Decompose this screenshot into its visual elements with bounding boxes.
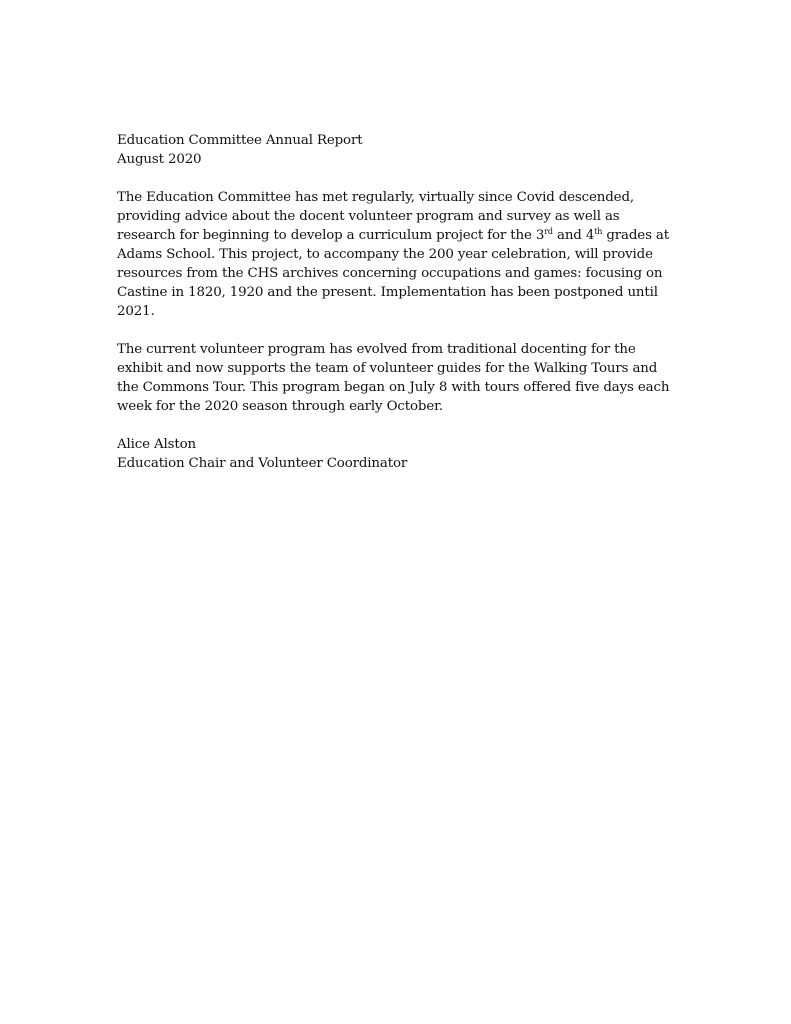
- paragraph-text: and 4: [552, 228, 595, 243]
- paragraph-line: providing advice about the docent volunteer program and survey as well as: [117, 209, 620, 224]
- ordinal-suffix: rd: [544, 227, 553, 236]
- signature-role: Education Chair and Volunteer Coordinator: [117, 456, 408, 471]
- paragraph-line: week for the 2020 season through early October.: [117, 399, 443, 414]
- paragraph-line: Castine in 1820, 1920 and the present. Implementation has been postponed until: [117, 285, 658, 300]
- paragraph-line: exhibit and now supports the team of volunteer guides for the Walking Tours and: [117, 361, 658, 376]
- report-title: Education Committee Annual Report: [117, 133, 363, 148]
- paragraph-line: resources from the CHS archives concerning occupations and games: focusing on: [117, 266, 663, 281]
- paragraph-line: Adams School. This project, to accompany the 200 year celebration, will provide: [117, 247, 653, 262]
- report-date: August 2020: [117, 152, 202, 167]
- paragraph-line: The Education Committee has met regularly, virtually since Covid descended,: [117, 190, 634, 205]
- paragraph-committee-activities: [117, 188, 677, 321]
- paragraph-line: 2021.: [117, 304, 155, 319]
- signature-block: [117, 435, 677, 473]
- ordinal-suffix: th: [594, 227, 603, 236]
- paragraph-line: The current volunteer program has evolved from traditional docenting for the: [117, 342, 636, 357]
- document-body: [117, 131, 677, 473]
- paragraph-line: the Commons Tour. This program began on July 8 with tours offered five days each: [117, 380, 670, 395]
- report-heading: [117, 131, 677, 169]
- paragraph-line: [117, 226, 677, 245]
- signature-name: Alice Alston: [117, 437, 197, 452]
- paragraph-volunteer-program: [117, 340, 677, 416]
- paragraph-text: research for beginning to develop a curriculum project for the 3: [117, 228, 545, 243]
- paragraph-text: grades at: [602, 228, 669, 243]
